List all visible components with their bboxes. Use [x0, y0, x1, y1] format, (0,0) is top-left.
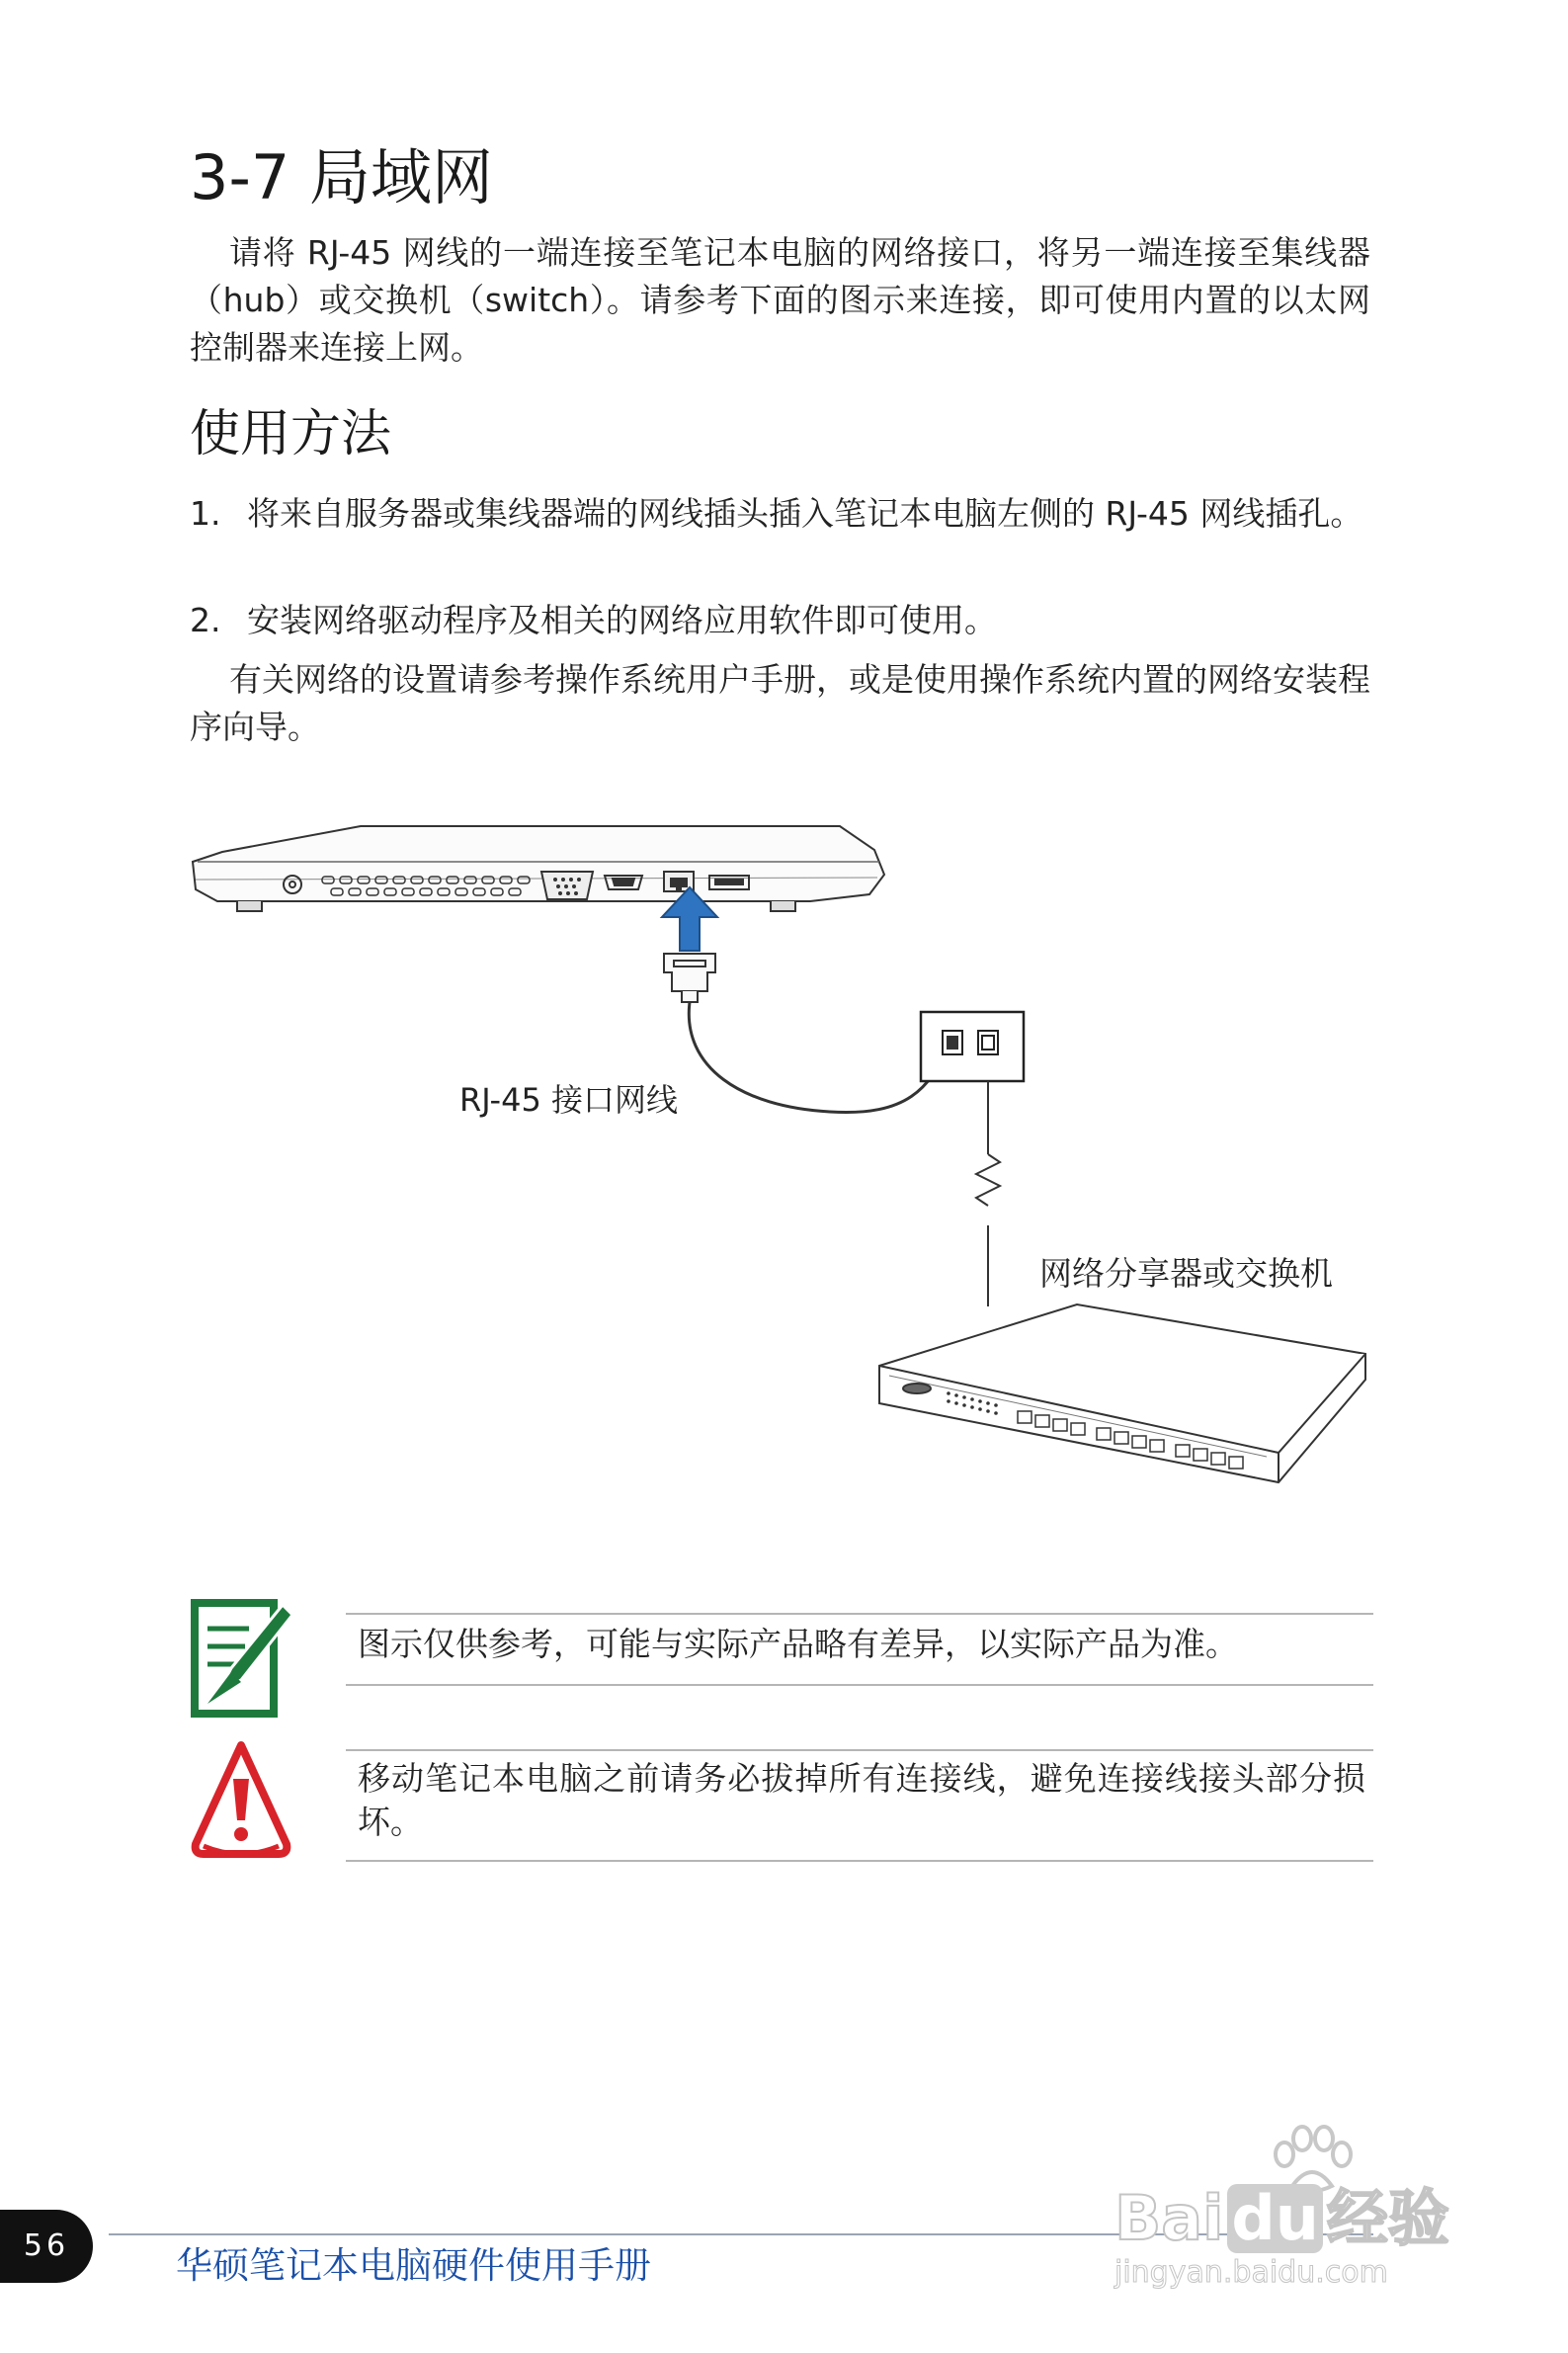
warning-top-rule: [346, 1749, 1373, 1751]
network-switch-illustration: [879, 1304, 1365, 1482]
step-text: 安装网络驱动程序及相关的网络应用软件即可使用。: [247, 601, 997, 639]
page-number: 56: [0, 2210, 93, 2283]
warning-bottom-rule: [346, 1860, 1373, 1862]
warning-triangle-icon: [190, 1739, 292, 1860]
footer-manual-title: 华硕笔记本电脑硬件使用手册: [176, 2244, 651, 2287]
page-title: 3-7 局域网: [190, 141, 493, 213]
step-number: 1.: [190, 494, 221, 533]
baidu-watermark: [1114, 2125, 1490, 2293]
step-number: 2.: [190, 601, 221, 639]
list-item: [190, 490, 1370, 538]
list-item: [190, 597, 1370, 644]
intro-paragraph: 请将 RJ-45 网线的一端连接至笔记本电脑的网络接口，将另一端连接至集线器（hub）或交换机（switch）。请参考下面的图示来连接，即可使用内置的以太网控制器来连接上网。: [190, 233, 1370, 367]
cable-label: RJ-45 接口网线: [459, 1081, 678, 1119]
note-top-rule: [346, 1613, 1373, 1615]
note-bottom-rule: [346, 1684, 1373, 1686]
switch-label: 网络分享器或交换机: [1039, 1254, 1333, 1293]
watermark-url: jingyan.baidu.com: [1114, 2255, 1388, 2290]
laptop-side-illustration: [193, 826, 884, 911]
network-cable: [689, 1002, 949, 1113]
wall-port-illustration: [921, 1012, 1024, 1081]
network-settings-note: 有关网络的设置请参考操作系统用户手册，或是使用操作系统内置的网络安装程序向导。: [190, 660, 1370, 746]
usage-heading: 使用方法: [190, 405, 392, 463]
rj45-plug-illustration: [664, 954, 715, 1002]
connection-diagram: [0, 771, 1568, 1522]
step-text: 将来自服务器或集线器端的网线插头插入笔记本电脑左侧的 RJ-45 网线插孔。: [247, 494, 1363, 533]
break-line: [976, 1081, 1000, 1306]
note-pencil-icon: [190, 1589, 296, 1720]
note-text: 图示仅供参考，可能与实际产品略有差异，以实际产品为准。: [358, 1625, 1238, 1663]
watermark-suffix: 经验: [1326, 2182, 1449, 2254]
watermark-brand-left: Bai: [1114, 2182, 1224, 2254]
watermark-brand-right: du: [1227, 2184, 1323, 2253]
warning-text: 移动笔记本电脑之前请务必拔掉所有连接线，避免连接线接头部分损坏。: [358, 1759, 1365, 1841]
